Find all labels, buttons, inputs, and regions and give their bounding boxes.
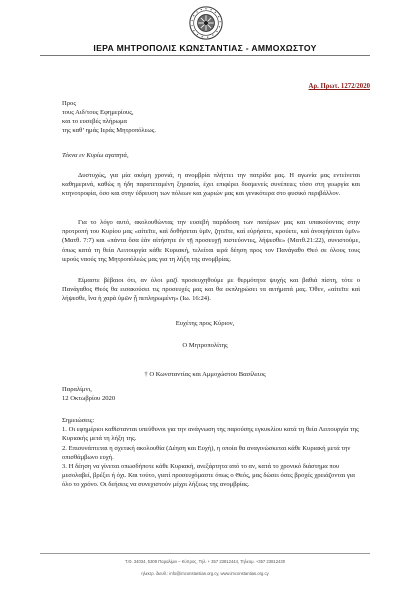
recipient-line: τους Αιδ/τους Εφημερίους, [62,109,134,116]
recipient-line: της καθ’ ημάς Ιεράς Μητροπόλεως. [62,127,156,134]
recipient-line: και το ευσεβές πλήρωμα [62,118,128,125]
note-item: 3. Η δέηση να γίνεται οπωσδήποτε κάθε Κυριακή, ανεξάρτητα από το αν, κατά το χρονικό διάστημα που μεσολαβεί, βρέξει ή όχι. Και τούτο, γιατί προσευχόμαστε όπως ο Θεός, μας δώσει όσες βροχές χρειάζονται για όλο το χρόνο. Οι δεήσεις να συνεχιστούν μέχρι λήξεως της ανομβρίας. [62,463,355,489]
body-paragraph [62,171,360,199]
closing-wish: Ευχέτης προς Κύριον, [175,320,235,327]
notes-section [62,416,362,490]
body-paragraph [62,218,360,264]
greeting: Τέκνα εν Κυρίω αγαπητά, [62,152,129,159]
paragraph-text: Δυστυχώς, για μία ακόμη χρονιά, η ανομβρία πλήττει την πατρίδα μας. Η αγωνία μας εντείνεται καθημερινά, καθώς η ήδη παρατεταμένη ξηρασία, έχει επιφέρει δυσμενείς συνέπειες τόσο στη γεωργία και κτηνοτροφία, όσο και στην ύδρευση των πόλεων και χωριών μας και γενικότερα στο φυσικό περιβάλλον. [62,172,360,198]
date: 12 Οκτωβρίου 2020 [62,395,116,402]
note-item: 2. Επισυνάπτεται η σχετική ακολουθία (Δέηση και Ευχή), η οποία θα αναγινώσκεται κάθε Κυριακή μετά την οπισθάμβωνο ευχή. [62,444,351,461]
notes-heading: Σημειώσεις: [62,417,95,424]
body-paragraph [62,276,360,304]
closing-title: Ο Μητροπολίτης [182,342,228,349]
place: Παραλίμνι, [62,386,92,393]
footer-divider [40,553,370,554]
footer-contact: ηλεκτρ. διευθ.: info@imconstantias.org.cy, www.imconstantias.org.cy [141,571,269,576]
paragraph-text: Είμαστε βέβαιοι ότι, αν όλοι μαζί προσευχηθούμε με θερμότητα ψυχής και βαθιά πίστη, τότε ο Πανάγαθος Θεός θα εισακούσει τις προσευχές μας και θα εκπληρώσει τα αιτήματά μας. Όθεν, «αἰτεῖτε καὶ λήψεσθε, ἵνα ἡ χαρὰ ὑμῶν ᾖ πεπληρωμένη» (Ιω. 16:24). [62,277,360,303]
signature-line: † Ο Κωνσταντίας και Αμμοχώστου Βασίλειος [144,371,266,378]
paragraph-text: Για το λόγο αυτό, ακολουθώντας την ευσεβή παράδοση των πατέρων μας και υπακούοντας στην προτροπή του Κυρίου μας «αἰτεῖτε, καὶ δοθήσεται ὑμῖν, ζητεῖτε, καὶ εὑρήσετε, κρούετε, καὶ ἀνοιγήσεται ὑμῖν» (Ματθ. 7:7) και «πάντα ὅσα ἐὰν αἰτήσητε ἐν τῇ προσευχῇ πιστεύοντες, λήψεσθε» (Ματθ.21:22), συνιστούμε, όπως κατά τη θεία Λειτουργία κάθε Κυριακή, τελείται ιερά δέηση προς τον Πανάγαθο Θεό σε όλους τους ιερούς ναούς της Μητροπόλεώς μας για τη λήξη της ανομβρίας. [62,219,360,263]
footer-address: Τ.Θ. 34034, 5309 Παραλίμνι – Κύπρος, Τηλ. + 357 23812444, Τηλεομ. +357 23812430 [124,559,286,564]
protocol-number: Αρ. Πρωτ. 1272/2020 [308,83,370,90]
header-divider [40,55,370,56]
recipient-line: Προς [62,100,76,107]
metropolis-seal-icon [189,6,223,40]
organization-name: ΙΕΡΑ ΜΗΤΡΟΠΟΛΙΣ ΚΩΝΣΤΑΝΤΙΑΣ - ΑΜΜΟΧΩΣΤΟΥ [93,43,317,53]
note-item: 1. Οι εφημέριοι καθίστανται υπεύθυνοι για την ανάγνωση της παρούσης εγκυκλίου κατά τη θεία Λειτουργία της Κυριακής μετά τη λήξη της. [62,426,359,443]
